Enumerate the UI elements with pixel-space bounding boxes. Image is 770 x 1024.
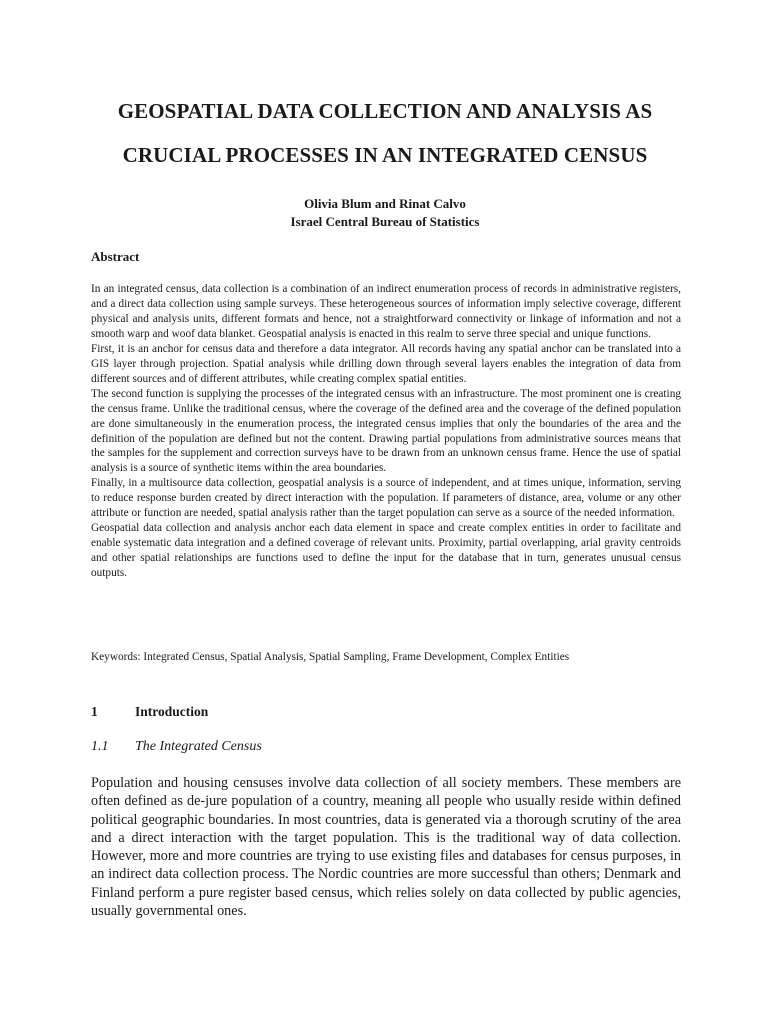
subsection-title: The Integrated Census: [135, 739, 262, 754]
body-text: [91, 774, 681, 920]
abstract-body: [91, 282, 681, 581]
abstract-paragraph: Finally, in a multisource data collection, geospatial analysis is a source of independent, and at times unique, information, serving to reduce response burden created by direct interaction with the population. If parameters of distance, area, volume or any other attribute or function are needed, spatial analysis rather than the target population can serve as a source of the needed information.: [91, 477, 681, 520]
section-number: 1: [91, 704, 98, 719]
paper-title: [60, 89, 710, 177]
author-affiliation: Israel Central Bureau of Statistics: [290, 214, 480, 229]
subsection-heading: [91, 738, 262, 756]
abstract-paragraph: Geospatial data collection and analysis anchor each data element in space and create complex entities in order to facilitate and enable systematic data integration and a defined coverage of relevant units. Proximity, partial overlapping, arial gravity centroids and other spatial relationships are functions used to define the input for the database that in turn, generates unusual census outputs.: [91, 522, 681, 580]
keywords-line: Keywords: Integrated Census, Spatial Analysis, Spatial Sampling, Frame Development, Complex Entities: [91, 651, 570, 663]
section-title: Introduction: [135, 704, 209, 719]
abstract-paragraph: First, it is an anchor for census data and therefore a data integrator. All records having any spatial anchor can be translated into a GIS layer through projection. Spatial analysis while drilling down through several layers enables the integration of data from different sources and of different attributes, while creating complex spatial entities.: [91, 342, 681, 385]
abstract-heading: Abstract: [91, 249, 140, 264]
abstract-paragraph: The second function is supplying the processes of the integrated census with an infrastructure. The most prominent one is creating the census frame. Unlike the traditional census, where the coverage of the defined area and the coverage of the defined population are done simultaneously in the enumeration process, the integrated census implies that only the boundaries of the area and the definition of the population are defined but not the content. Drawing partial populations from administrative sources means that the samples for the supplement and correction surveys have to be drawn from an unknown census frame. Hence the use of spatial analysis is a source of synthetic items within the area boundaries.: [91, 387, 681, 475]
author-block: [60, 195, 710, 231]
title-line-1: GEOSPATIAL DATA COLLECTION AND ANALYSIS AS: [117, 99, 653, 123]
title-line-2: CRUCIAL PROCESSES IN AN INTEGRATED CENSUS: [122, 143, 648, 167]
section-heading: [91, 703, 208, 721]
author-names: Olivia Blum and Rinat Calvo: [304, 196, 466, 211]
subsection-number: 1.1: [91, 739, 109, 754]
abstract-paragraph: In an integrated census, data collection is a combination of an indirect enumeration process of records in administrative registers, and a direct data collection using sample surveys. These heterogeneous sources of information imply selective coverage, different physical and analysis units, different formats and hence, not a straightforward connectivity or linkage of information and not a smooth warp and woof data blanket. Geospatial analysis is enacted in this realm to serve three special and unique functions.: [91, 283, 681, 340]
body-paragraph: Population and housing censuses involve data collection of all society members. These members are often defined as de-jure population of a country, meaning all people who usually reside within defined political geographic boundaries. In most countries, data is generated via a thorough scrutiny of the area and a direct interaction with the target population. This is the traditional way of data collection. However, more and more countries are trying to use existing files and databases for census purposes, in an indirect data collection process. The Nordic countries are more successful than others; Denmark and Finland perform a pure register based census, which relies solely on data collected by public agencies, usually governmental ones.: [91, 775, 681, 920]
